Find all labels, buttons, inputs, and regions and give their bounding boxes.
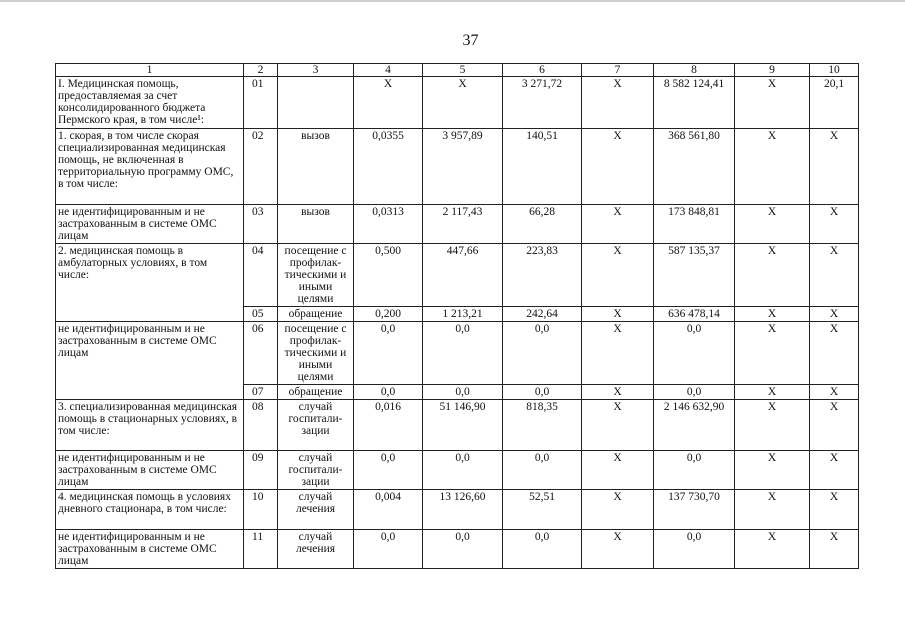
col-header: 7 — [582, 64, 654, 77]
value-cell: X — [810, 400, 859, 451]
value-cell: 137 730,70 — [654, 490, 735, 530]
page-number: 37 — [462, 32, 479, 49]
value-cell: 0,0 — [423, 322, 503, 385]
value-cell: X — [735, 77, 810, 129]
value-cell: X — [810, 322, 859, 385]
col-header: 3 — [278, 64, 354, 77]
value-cell: X — [810, 385, 859, 400]
value-cell: 8 582 124,41 — [654, 77, 735, 129]
value-cell: X — [735, 307, 810, 322]
row-code: 02 — [244, 129, 278, 205]
value-cell: 51 146,90 — [423, 400, 503, 451]
value-cell: 0,0313 — [354, 205, 423, 244]
value-cell: 2 146 632,90 — [654, 400, 735, 451]
row-label: 4. медицинская помощь в условиях дневного стационара, в том числе: — [56, 490, 244, 530]
value-cell: X — [582, 490, 654, 530]
value-cell: X — [582, 244, 654, 307]
row-label: 1. скорая, в том числе скорая специализированная медицинская помощь, не включенная в территориальную программу ОМС, в том числе: — [56, 129, 244, 205]
value-cell: 0,0 — [423, 385, 503, 400]
value-cell: X — [810, 451, 859, 490]
value-cell: 818,35 — [503, 400, 582, 451]
value-cell: 0,0 — [503, 385, 582, 400]
value-cell: X — [423, 77, 503, 129]
value-cell: 0,0 — [354, 385, 423, 400]
value-cell: 242,64 — [503, 307, 582, 322]
table-row — [56, 530, 859, 569]
value-cell: X — [735, 451, 810, 490]
row-code: 10 — [244, 490, 278, 530]
value-cell: X — [582, 77, 654, 129]
value-cell: 3 957,89 — [423, 129, 503, 205]
value-cell: 223,83 — [503, 244, 582, 307]
financing-table — [55, 63, 859, 569]
value-cell: X — [735, 530, 810, 569]
value-cell: X — [810, 307, 859, 322]
column-number-header — [56, 64, 859, 77]
value-cell: X — [735, 205, 810, 244]
value-cell: 368 561,80 — [654, 129, 735, 205]
value-cell: 0,0 — [503, 451, 582, 490]
table-row — [56, 77, 859, 129]
value-cell: 0,0 — [354, 530, 423, 569]
value-cell: X — [810, 530, 859, 569]
value-cell: 0,0 — [423, 530, 503, 569]
value-cell: X — [582, 400, 654, 451]
value-cell: X — [735, 244, 810, 307]
row-code: 05 — [244, 307, 278, 322]
col-header: 2 — [244, 64, 278, 77]
row-label: 2. медицинская помощь в амбулаторных условиях, в том числе: — [56, 244, 244, 322]
table-row — [56, 244, 859, 307]
unit-cell: посещение с профилак-тическими и иными целями — [278, 244, 354, 307]
value-cell: 0,200 — [354, 307, 423, 322]
value-cell: 0,0 — [503, 530, 582, 569]
table-row — [56, 451, 859, 490]
unit-cell: обращение — [278, 385, 354, 400]
value-cell: 0,0 — [654, 530, 735, 569]
value-cell: 587 135,37 — [654, 244, 735, 307]
table-row — [56, 205, 859, 244]
value-cell: 0,0 — [654, 385, 735, 400]
row-code: 09 — [244, 451, 278, 490]
unit-cell — [278, 77, 354, 129]
value-cell: X — [582, 451, 654, 490]
row-label: 3. специализированная медицинская помощь в стационарных условиях, в том числе: — [56, 400, 244, 451]
row-label: не идентифицированным и не застрахованным в системе ОМС лицам — [56, 530, 244, 569]
value-cell: 447,66 — [423, 244, 503, 307]
col-header: 10 — [810, 64, 859, 77]
value-cell: X — [735, 400, 810, 451]
row-label: не идентифицированным и не застрахованным в системе ОМС лицам — [56, 205, 244, 244]
row-code: 08 — [244, 400, 278, 451]
value-cell: X — [582, 322, 654, 385]
value-cell: X — [582, 205, 654, 244]
unit-cell: случай госпитали-зации — [278, 451, 354, 490]
row-code: 04 — [244, 244, 278, 307]
row-code: 07 — [244, 385, 278, 400]
row-label: не идентифицированным и не застрахованным в системе ОМС лицам — [56, 451, 244, 490]
value-cell: 13 126,60 — [423, 490, 503, 530]
value-cell: 0,500 — [354, 244, 423, 307]
unit-cell: обращение — [278, 307, 354, 322]
value-cell: 0,016 — [354, 400, 423, 451]
value-cell: X — [735, 490, 810, 530]
value-cell: 2 117,43 — [423, 205, 503, 244]
value-cell: X — [735, 322, 810, 385]
value-cell: 0,0 — [354, 451, 423, 490]
row-code: 11 — [244, 530, 278, 569]
value-cell: 0,0 — [354, 322, 423, 385]
row-code: 06 — [244, 322, 278, 385]
col-header: 1 — [56, 64, 244, 77]
value-cell: X — [735, 129, 810, 205]
table-row — [56, 322, 859, 385]
col-header: 4 — [354, 64, 423, 77]
table-row — [56, 129, 859, 205]
value-cell: 1 213,21 — [423, 307, 503, 322]
value-cell: X — [810, 129, 859, 205]
unit-cell: случай лечения — [278, 490, 354, 530]
value-cell: 0,0 — [503, 322, 582, 385]
table-row — [56, 490, 859, 530]
col-header: 5 — [423, 64, 503, 77]
value-cell: 3 271,72 — [503, 77, 582, 129]
col-header: 6 — [503, 64, 582, 77]
value-cell: X — [582, 385, 654, 400]
value-cell: 173 848,81 — [654, 205, 735, 244]
unit-cell: посещение с профилак-тическими и иными целями — [278, 322, 354, 385]
value-cell: X — [735, 385, 810, 400]
value-cell: X — [354, 77, 423, 129]
top-border-line — [0, 0, 905, 2]
value-cell: 0,0 — [654, 451, 735, 490]
value-cell: 140,51 — [503, 129, 582, 205]
value-cell: 0,0355 — [354, 129, 423, 205]
value-cell: X — [810, 490, 859, 530]
value-cell: 66,28 — [503, 205, 582, 244]
value-cell: 0,004 — [354, 490, 423, 530]
unit-cell: вызов — [278, 205, 354, 244]
unit-cell: случай лечения — [278, 530, 354, 569]
unit-cell: случай госпитали-зации — [278, 400, 354, 451]
value-cell: 20,1 — [810, 77, 859, 129]
row-code: 01 — [244, 77, 278, 129]
value-cell: X — [582, 530, 654, 569]
value-cell: 0,0 — [654, 322, 735, 385]
col-header: 9 — [735, 64, 810, 77]
value-cell: 636 478,14 — [654, 307, 735, 322]
value-cell: X — [582, 307, 654, 322]
col-header: 8 — [654, 64, 735, 77]
value-cell: X — [582, 129, 654, 205]
value-cell: X — [810, 205, 859, 244]
value-cell: X — [810, 244, 859, 307]
value-cell: 0,0 — [423, 451, 503, 490]
row-label: не идентифицированным и не застрахованным в системе ОМС лицам — [56, 322, 244, 400]
value-cell: 52,51 — [503, 490, 582, 530]
row-code: 03 — [244, 205, 278, 244]
unit-cell: вызов — [278, 129, 354, 205]
row-label: I. Медицинская помощь, предоставляемая за счет консолидированного бюджета Пермского края, в том числе¹: — [56, 77, 244, 129]
table-row — [56, 400, 859, 451]
